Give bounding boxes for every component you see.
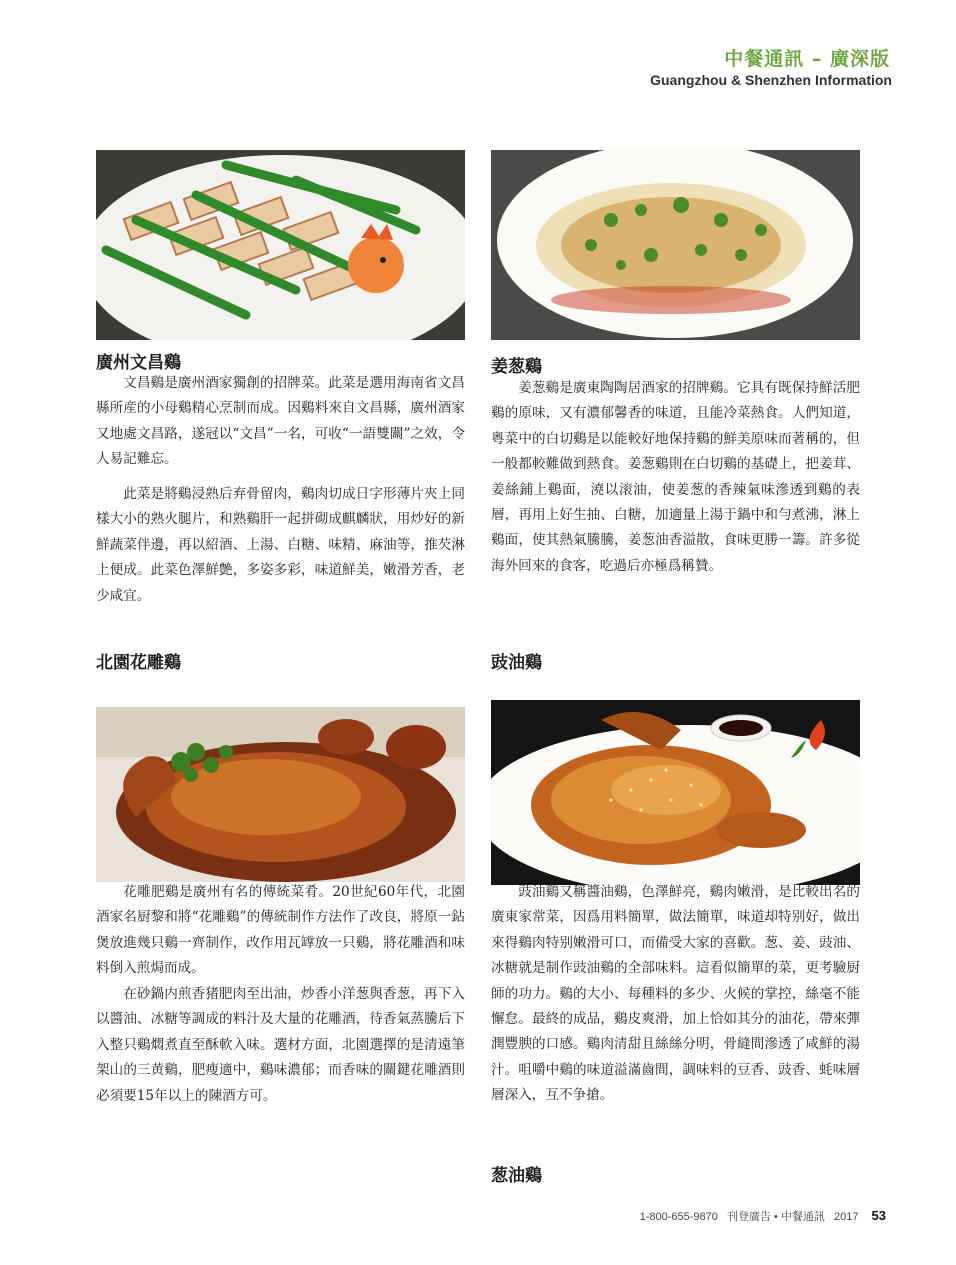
dish-paragraph: 文昌鷄是廣州酒家獨創的招牌菜。此菜是選用海南省文昌縣所産的小母鷄精心烹制而成。因鷄料來自文昌縣，廣州酒家又地處文昌路，遂冠以“文昌”一名，可收“一語雙關”之效，令人易記難忘。 bbox=[96, 375, 465, 468]
photo-wenchang-chicken bbox=[96, 150, 465, 340]
dish-title-huadiao: 北園花雕鷄 bbox=[96, 653, 181, 673]
photo-ginger-scallion-chicken bbox=[491, 150, 860, 340]
dish-paragraph: 花雕肥鷄是廣州有名的傳統菜肴。20世紀60年代，北園酒家名厨黎和將“花雕鷄”的傳統制作方法作了改良，將原一鉆煲放進幾只鷄一齊制作，改作用瓦罉放一只鷄，將花雕酒和味料倒入煎焗而成。 bbox=[96, 884, 465, 977]
dish-title-scallion: 葱油鷄 bbox=[491, 1166, 542, 1186]
dish-paragraph: 姜葱鷄是廣東陶陶居酒家的招牌鷄。它具有既保持鮮活肥鷄的原味，又有濃郁馨香的味道，且能冷菜熱食。人們知道，粵菜中的白切鷄是以能較好地保持鷄的鮮美原味而著稱的，但一般都較難做到熱食。姜葱鷄則在白切鷄的基礎上，把姜茸、姜絲鋪上鷄面，澆以滚油，使姜葱的香辣氣味滲透到鷄的表層，再用上好生抽、白糖，加適量上湯于鍋中和勻煮沸，淋上鷄面，使其熱氣騰騰，姜葱油香溢散，食味更勝一籌。許多從海外回來的食客，吃過后亦極爲稱贊。 bbox=[491, 380, 860, 574]
page-footer bbox=[640, 1208, 892, 1224]
footer-phone: 1-800-655-9870 bbox=[639, 1211, 718, 1223]
page-number: 53 bbox=[871, 1208, 886, 1223]
dish-title-wenchang: 廣州文昌鷄 bbox=[96, 353, 181, 373]
photo-soy-sauce-chicken bbox=[491, 700, 860, 885]
dish-paragraph: 在砂鍋内煎香猪肥肉至出油，炒香小洋葱與香葱，再下入以醬油、冰糖等調成的料汁及大量的花雕酒，待香氣蒸騰后下入整只鷄燜煮直至酥軟入味。選材方面，北園選擇的是清遠筆架山的三黄鷄，肥瘦適中，鷄味濃郁；而香味的關鍵花雕酒則必須要15年以上的陳酒方可。 bbox=[96, 986, 465, 1104]
dish-title-soy: 豉油鷄 bbox=[491, 653, 542, 673]
dish-paragraph: 豉油鷄又稱醬油鷄，色澤鮮亮，鷄肉嫩滑，是比較出名的廣東家常菜，因爲用料簡單，做法簡單，味道却特别好，做出來得鷄肉特别嫩滑可口，而備受大家的喜歡。葱、姜、豉油、冰糖就是制作豉油鷄的全部味料。這看似簡單的菜，更考驗厨師的功力。鷄的大小、每種料的多少、火候的掌控，絲毫不能懈怠。最終的成品，鷄皮爽滑，加上恰如其分的油花，帶來彈潤豐腴的口感。鷄肉清甜且絲絲分明，骨縫間滲透了咸鮮的湯汁。咀嚼中鷄的味道溢滿齒間，調味料的豆香、豉香、蚝味層層深入，互不争搶。 bbox=[491, 884, 860, 1104]
magazine-section-title: 中餐通訊 – 廣深版 bbox=[724, 48, 890, 70]
photo-huadiao-chicken bbox=[96, 707, 465, 882]
dish-title-ginger: 姜葱鷄 bbox=[491, 357, 542, 377]
dish-paragraph: 此菜是將鷄浸熟后弃骨留肉，鷄肉切成日字形薄片夾上同樣大小的熟火腿片，和熟鷄肝一起拼砌成麒麟狀，用炒好的新鮮蔬菜伴邊，再以紹酒、上湯、白糖、味精、麻油等，推芡淋上便成。此菜色澤鮮艶，多姿多彩，味道鮮美，嫩滑芳香，老少咸宜。 bbox=[96, 486, 465, 604]
footer-tagline: 刊登廣告 • 中餐通訊 bbox=[726, 1211, 825, 1223]
magazine-section-subtitle: Guangzhou & Shenzhen Information bbox=[650, 72, 892, 88]
footer-year: 2017 bbox=[833, 1211, 859, 1223]
